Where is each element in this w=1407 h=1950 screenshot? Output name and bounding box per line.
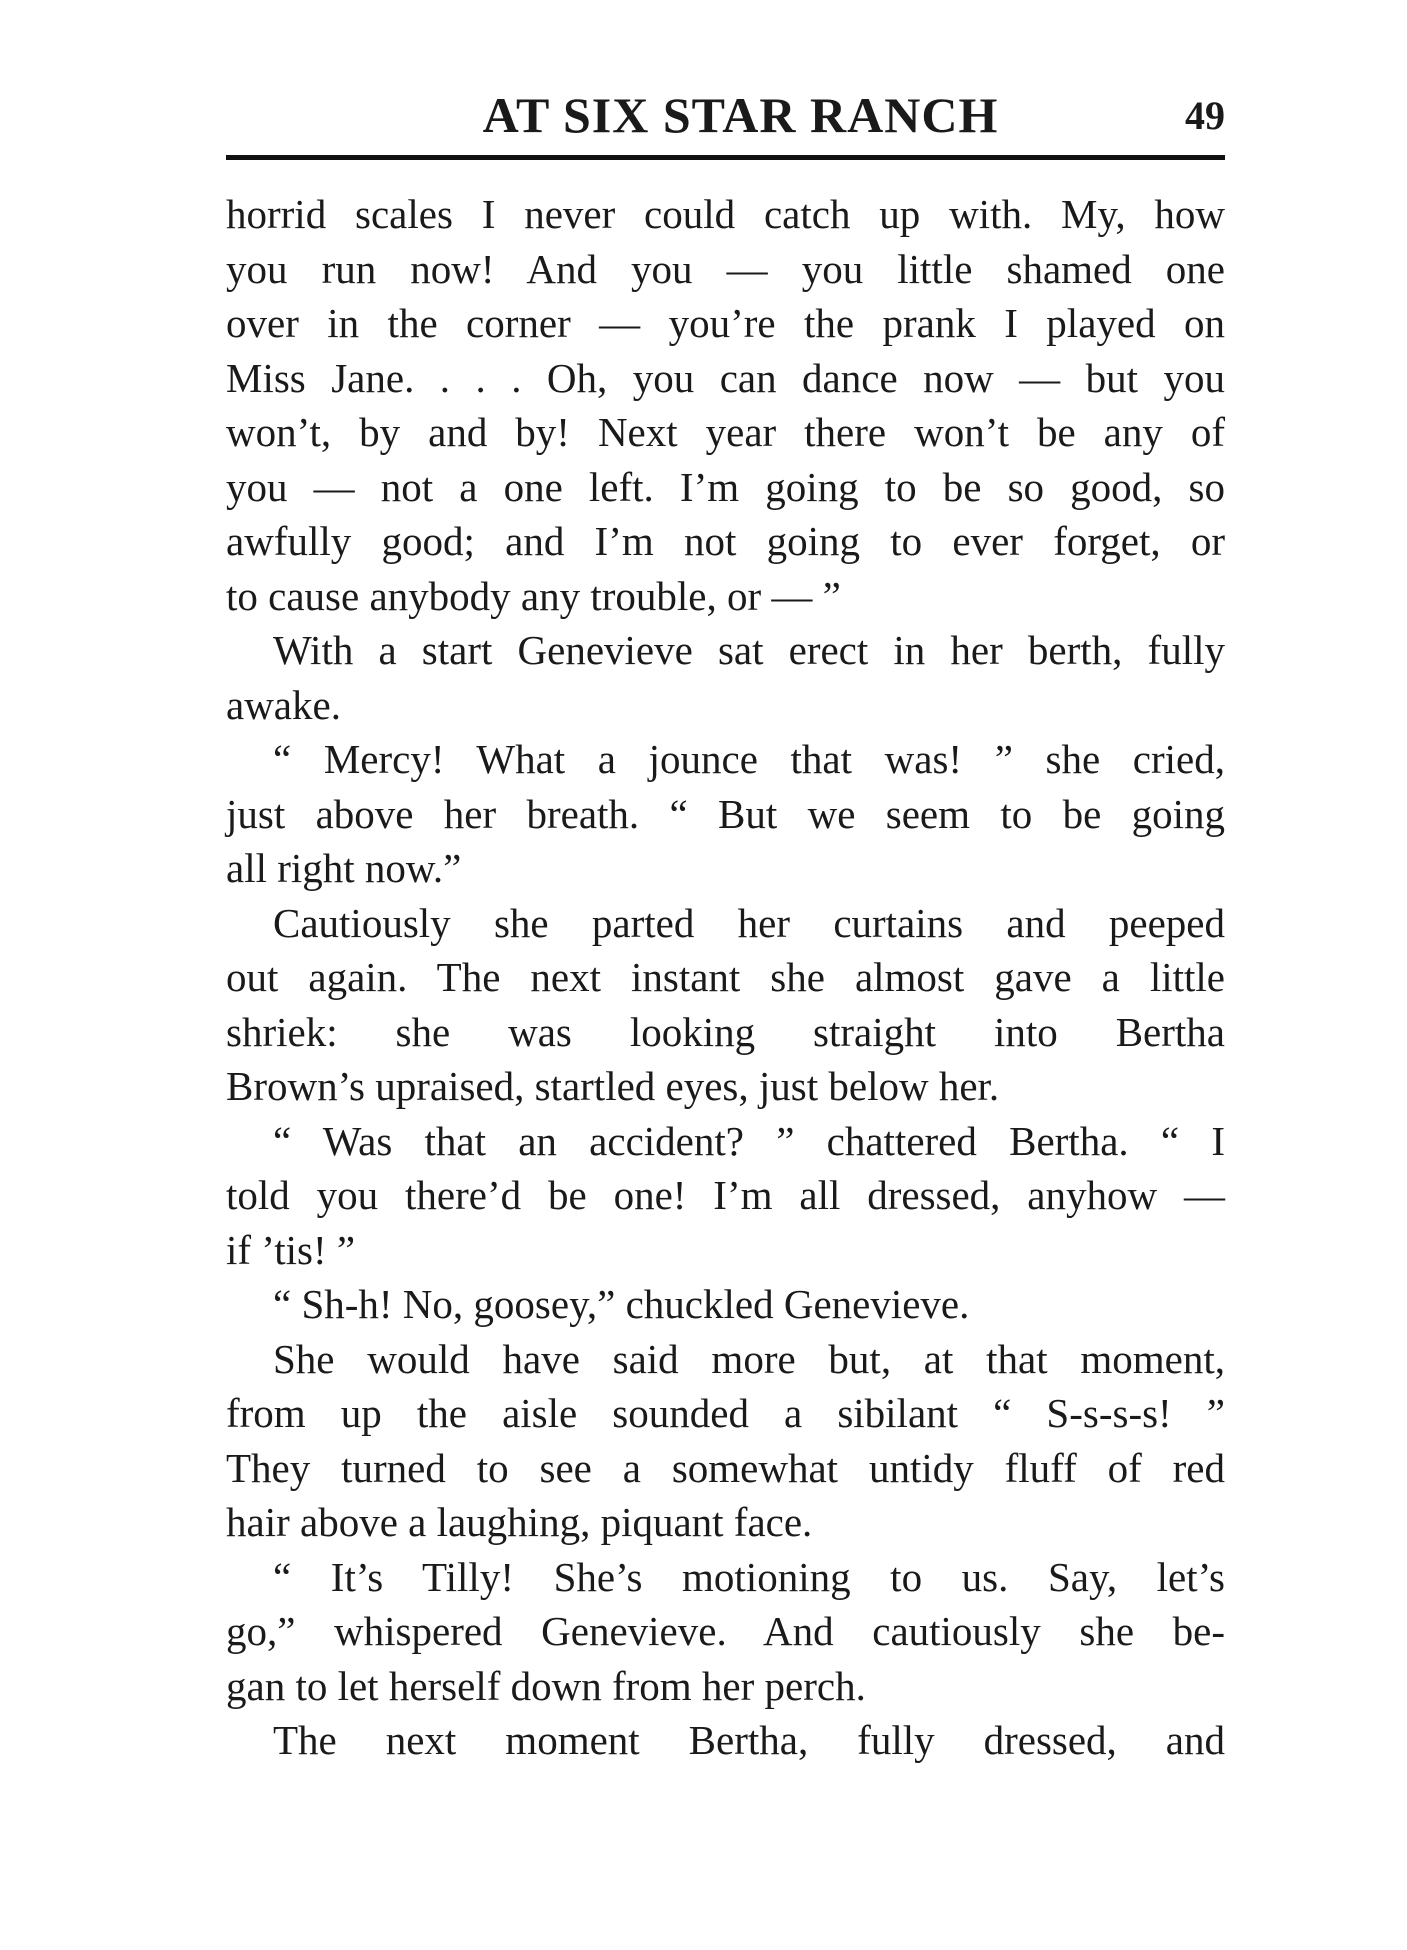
text-line: “ Mercy! What a jounce that was! ” she cried, — [273, 736, 1225, 782]
text-line: over in the corner — you’re the prank I played on — [226, 300, 1225, 346]
text-line: gan to let herself down from her perch. — [226, 1662, 866, 1709]
text-line: all right now.” — [226, 845, 462, 891]
text-line: you run now! And you — you little shamed one — [226, 245, 1225, 292]
page-number: 49 — [1185, 93, 1225, 138]
text-line: They turned to see a somewhat untidy fluff of red — [226, 1444, 1225, 1491]
text-line: just above her breath. “ But we seem to be going — [226, 790, 1225, 837]
text-line: hair above a laughing, piquant face. — [226, 1499, 813, 1545]
text-line: if ’tis! ” — [226, 1226, 356, 1273]
running-title: AT SIX STAR RANCH — [482, 87, 999, 143]
text-line: awfully good; and I’m not going to ever forget, or — [226, 518, 1225, 564]
text-line: With a start Genevieve sat erect in her berth, fully — [273, 627, 1225, 673]
text-line: She would have said more but, at that moment, — [273, 1335, 1225, 1382]
text-line: “ Was that an accident? ” chattered Bertha. “ I — [273, 1117, 1225, 1164]
text-line: Brown’s upraised, startled eyes, just below her. — [226, 1063, 1000, 1109]
text-line: The next moment Bertha, fully dressed, and — [273, 1717, 1225, 1763]
text-line: horrid scales I never could catch up with. My, how — [226, 191, 1225, 237]
text-line: “ Sh-h! No, goosey,” chuckled Genevieve. — [273, 1281, 970, 1327]
body-text — [226, 187, 1225, 1768]
text-line: “ It’s Tilly! She’s motioning to us. Say, let’s — [273, 1553, 1225, 1600]
text-line: go,” whispered Genevieve. And cautiously she be- — [226, 1608, 1225, 1654]
header-rule — [226, 155, 1225, 160]
text-line: won’t, by and by! Next year there won’t be any of — [226, 409, 1225, 455]
text-line: you — not a one left. I’m going to be so good, so — [226, 463, 1225, 510]
text-line: told you there’d be one! I’m all dressed, anyhow — — [226, 1172, 1225, 1218]
text-line: Miss Jane. . . . Oh, you can dance now — but you — [226, 354, 1225, 401]
text-line: from up the aisle sounded a sibilant “ S-s-s-s! ” — [226, 1390, 1225, 1436]
text-line: to cause anybody any trouble, or — ” — [226, 572, 841, 619]
text-line: awake. — [226, 681, 341, 728]
text-line: Cautiously she parted her curtains and peeped — [273, 899, 1225, 946]
text-line: out again. The next instant she almost gave a little — [226, 954, 1225, 1000]
running-head — [226, 80, 1225, 150]
text-line: shriek: she was looking straight into Bertha — [226, 1008, 1225, 1055]
